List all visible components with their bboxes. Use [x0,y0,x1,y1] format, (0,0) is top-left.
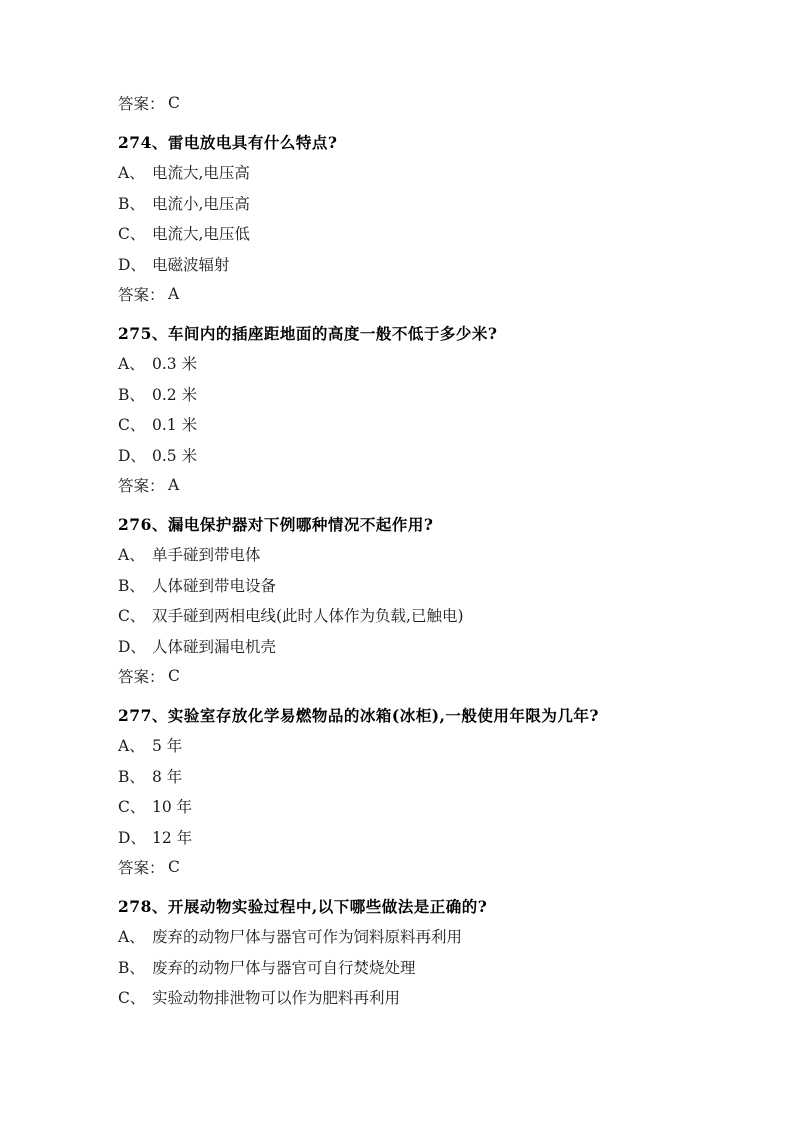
option-text: 0.3 米 [152,355,198,374]
option-letter: D、 [118,255,146,274]
option-text: 10 年 [152,798,193,817]
option-letter: A、 [118,355,145,374]
option-row-d [118,631,693,662]
option-letter: D、 [118,828,146,847]
option-text: 废弃的动物尸体与器官可自行焚烧处理 [152,958,416,977]
question-title: 实验室存放化学易燃物品的冰箱(冰柜),一般使用年限为几年? [167,705,600,725]
option-row-c [118,982,693,1013]
answer-value: A [168,476,180,495]
option-text: 废弃的动物尸体与器官可作为饲料原料再利用 [152,928,463,947]
answer-value: C [168,667,180,686]
question-276 [118,509,693,692]
question-278 [118,891,693,1013]
answer-row [118,279,693,310]
question-heading [118,509,693,540]
option-letter: C、 [118,798,146,817]
option-text: 8 年 [152,767,183,786]
option-text: 双手碰到两相电线(此时人体作为负载,已触电) [152,607,464,626]
option-text: 电流小,电压高 [152,194,250,213]
option-row-a [118,921,693,952]
question-title: 雷电放电具有什么特点? [167,132,338,152]
option-letter: A、 [118,164,145,183]
option-text: 人体碰到带电设备 [152,576,277,595]
answer-row [118,852,693,883]
option-row-c [118,409,693,440]
option-letter: B、 [118,958,145,977]
option-letter: B、 [118,767,145,786]
question-number: 278、 [118,896,168,916]
option-row-b [118,570,693,601]
option-row-b [118,761,693,792]
question-number: 275、 [118,323,168,343]
answer-value: C [168,94,180,113]
option-text: 单手碰到带电体 [152,546,261,565]
answer-row [118,470,693,501]
option-text: 电磁波辐射 [152,255,230,274]
question-number: 274、 [118,132,168,152]
option-letter: B、 [118,194,145,213]
answer-value: A [168,285,180,304]
option-letter: C、 [118,989,146,1008]
answer-label: 答案： [118,477,165,496]
answer-label: 答案： [118,859,165,878]
option-row-a [118,157,693,188]
answer-label: 答案： [118,668,165,687]
option-letter: A、 [118,928,145,947]
option-row-a [118,539,693,570]
question-heading [118,127,693,158]
option-row-c [118,791,693,822]
option-letter: B、 [118,385,145,404]
option-text: 实验动物排泄物可以作为肥料再利用 [152,989,401,1008]
answer-label: 答案： [118,286,165,305]
question-title: 车间内的插座距地面的高度一般不低于多少米? [167,323,498,343]
option-text: 0.2 米 [152,385,198,404]
option-letter: A、 [118,546,145,565]
question-heading [118,318,693,349]
option-row-b [118,952,693,983]
option-row-a [118,730,693,761]
option-letter: B、 [118,576,145,595]
option-row-d [118,822,693,853]
option-text: 12 年 [152,828,193,847]
option-row-d [118,249,693,280]
option-letter: A、 [118,737,145,756]
option-text: 0.5 米 [152,446,198,465]
question-number: 276、 [118,514,168,534]
option-letter: C、 [118,416,146,435]
option-text: 人体碰到漏电机壳 [152,637,277,656]
question-number: 277、 [118,705,168,725]
answer-row-previous-question [118,88,693,119]
option-row-c [118,600,693,631]
question-title: 漏电保护器对下例哪种情况不起作用? [167,514,434,534]
option-letter: D、 [118,637,146,656]
option-row-b [118,188,693,219]
question-title: 开展动物实验过程中,以下哪些做法是正确的? [167,896,488,916]
option-text: 5 年 [152,737,183,756]
option-letter: C、 [118,607,146,626]
answer-row [118,661,693,692]
answer-label: 答案： [118,95,165,114]
option-row-b [118,379,693,410]
option-letter: C、 [118,225,146,244]
option-row-c [118,218,693,249]
option-letter: D、 [118,446,146,465]
option-row-d [118,440,693,471]
answer-value: C [168,858,180,877]
option-text: 电流大,电压低 [152,225,250,244]
question-heading [118,891,693,922]
question-277 [118,700,693,883]
option-text: 0.1 米 [152,416,198,435]
question-275 [118,318,693,501]
option-row-a [118,348,693,379]
question-274 [118,127,693,310]
option-text: 电流大,电压高 [152,164,250,183]
question-heading [118,700,693,731]
